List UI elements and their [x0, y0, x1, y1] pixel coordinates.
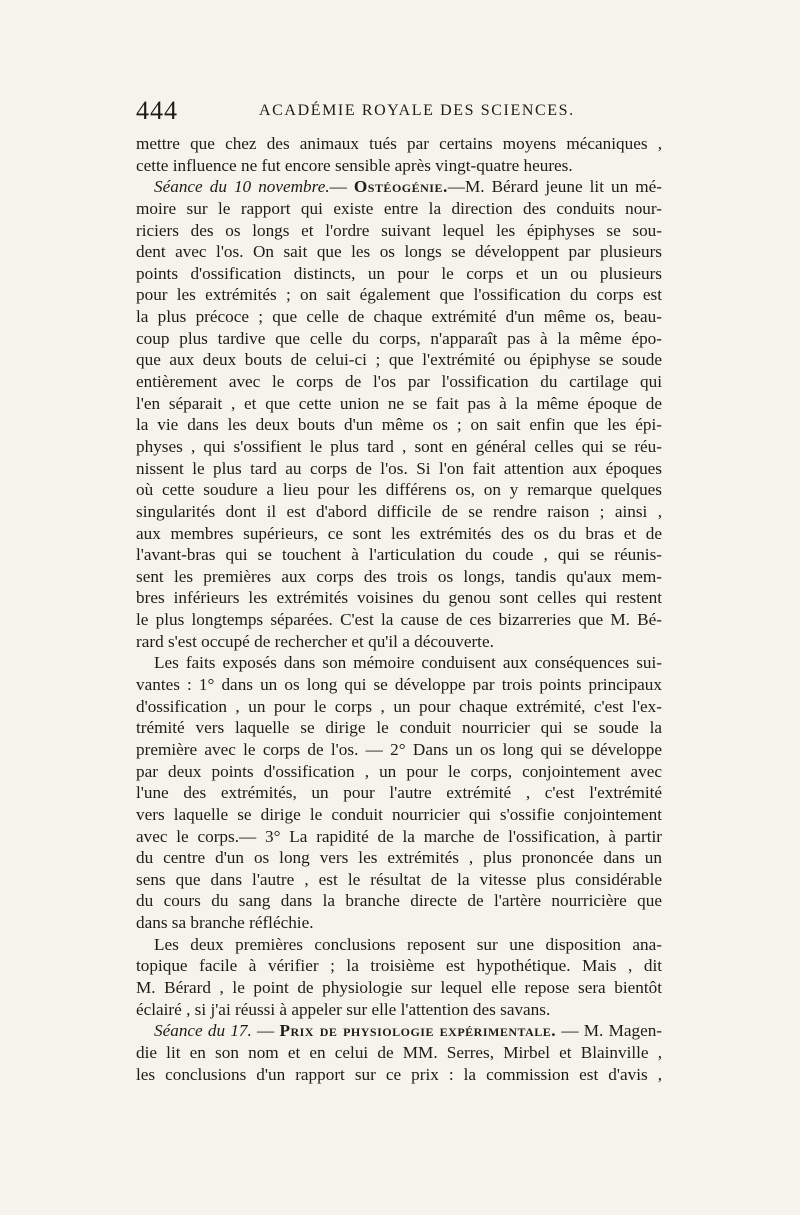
line-text: coup plus tardive que celle du corps, n'apparaît pas à la même épo-	[136, 328, 662, 348]
text-line	[136, 696, 662, 718]
line-text: éclairé , si j'ai réussi à appeler sur elle l'attention des savans.	[136, 999, 551, 1019]
line-text: trémité vers laquelle se dirige le conduit nourricier qui se soude la	[136, 718, 662, 738]
text-line	[136, 631, 662, 653]
section-heading: Ostéogénie.	[353, 177, 448, 197]
text-line	[136, 523, 662, 545]
line-text: l'en séparait , et que cette union ne se fait pas à la même époque de	[136, 393, 662, 413]
line-text: riciers des os longs et l'ordre suivant lequel les épiphyses se sou-	[136, 220, 662, 240]
text-line	[136, 890, 662, 912]
text-line	[136, 501, 662, 523]
text-line	[136, 458, 662, 480]
text-line	[136, 761, 662, 783]
line-text: vantes : 1° dans un os long qui se développe par trois points principaux	[136, 675, 662, 695]
line-text: bres inférieurs les extrémités voisines du genou sont celles qui restent	[136, 588, 662, 608]
text-line	[136, 912, 662, 934]
line-text: la plus précoce ; que celle de chaque extrémité d'un même os, beau-	[136, 307, 662, 327]
text-line	[136, 869, 662, 891]
line-text: —	[329, 177, 354, 197]
text-line	[136, 674, 662, 696]
line-text: par deux points d'ossification , un pour le corps, conjointement avec	[136, 761, 662, 781]
line-text: M. Bérard , le point de physiologie sur lequel elle repose sera bientôt	[136, 977, 662, 997]
line-text: moire sur le rapport qui existe entre la direction des conduits nour-	[136, 198, 662, 218]
line-text: —	[251, 1021, 280, 1041]
line-text: entièrement avec le corps de l'os par l'ossification du cartilage qui	[136, 372, 662, 392]
text-line	[136, 652, 662, 674]
line-text: le plus longtemps séparées. C'est la cause de ces bizarreries que M. Bé-	[136, 610, 662, 630]
page-number: 444	[136, 96, 178, 125]
line-text: die lit en son nom et en celui de MM. Serres, Mirbel et Blainville ,	[136, 1042, 662, 1062]
line-text: l'avant-bras qui se touchent à l'articulation du coude , qui se réunis-	[136, 545, 662, 565]
line-text: la vie dans les deux bouts d'un même os ; on sait enfin que les épi-	[136, 415, 662, 435]
line-text: d'ossification , un pour le corps , un pour chaque extrémité, c'est l'ex-	[136, 696, 662, 716]
text-line	[136, 566, 662, 588]
text-line	[136, 587, 662, 609]
text-line	[136, 609, 662, 631]
line-text: cette influence ne fut encore sensible après vingt-quatre heures.	[136, 155, 573, 175]
text-line	[136, 284, 662, 306]
line-text: du cours du sang dans la branche directe de l'artère nourricière que	[136, 891, 662, 911]
line-text: vers laquelle se dirige le conduit nourricier qui s'ossifie conjointement	[136, 804, 662, 824]
text-line	[136, 955, 662, 977]
text-line	[136, 739, 662, 761]
text-line	[136, 1020, 662, 1042]
text-line	[136, 934, 662, 956]
line-text: où cette soudure a lieu pour les différens os, on y remarque quelques	[136, 480, 662, 500]
text-line	[136, 999, 662, 1021]
section-heading: Prix de physiologie expérimentale.	[279, 1021, 557, 1041]
line-text: l'une des extrémités, un pour l'autre extrémité , c'est l'extrémité	[136, 783, 662, 803]
line-text: —M. Bérard jeune lit un mé-	[447, 177, 662, 197]
line-text: aux membres supérieurs, ce sont les extrémités des os du bras et de	[136, 523, 662, 543]
line-text: — M. Magen-	[556, 1021, 662, 1041]
running-head: ACADÉMIE ROYALE DES SCIENCES.	[259, 102, 575, 119]
line-text: topique facile à vérifier ; la troisième est hypothétique. Mais , dit	[136, 956, 662, 976]
text-line	[136, 977, 662, 999]
line-text: physes , qui s'ossifient le plus tard , sont en général celles qui se réu-	[136, 436, 662, 456]
line-text: sent les premières aux corps des trois os longs, tandis qu'aux mem-	[136, 566, 662, 586]
text-line	[136, 349, 662, 371]
line-text: sens que dans l'autre , est le résultat de la vitesse plus considérable	[136, 869, 662, 889]
line-text: les conclusions d'un rapport sur ce prix : la commission est d'avis ,	[136, 1064, 662, 1084]
line-text: singularités dont il est d'abord difficile de se rendre raison ; ainsi ,	[136, 501, 662, 521]
line-text: Les faits exposés dans son mémoire conduisent aux conséquences sui-	[154, 653, 662, 673]
line-text: dent avec l'os. On sait que les os longs se développent par plusieurs	[136, 242, 662, 262]
text-line	[136, 263, 662, 285]
line-text: que aux deux bouts de celui-ci ; que l'extrémité ou épiphyse se soude	[136, 350, 662, 370]
line-text: nissent le plus tard au corps de l'os. Si l'on fait attention aux époques	[136, 458, 662, 478]
text-line	[136, 479, 662, 501]
text-line	[136, 133, 662, 155]
text-line	[136, 371, 662, 393]
line-text: du centre d'un os long vers les extrémités , plus prononcée dans un	[136, 848, 662, 868]
line-text: mettre que chez des animaux tués par certains moyens mécaniques ,	[136, 134, 662, 153]
body-text	[136, 133, 662, 1085]
text-line	[136, 198, 662, 220]
text-line	[136, 328, 662, 350]
text-line	[136, 544, 662, 566]
line-text: dans sa branche réfléchie.	[136, 913, 314, 933]
text-line	[136, 155, 662, 177]
text-line	[136, 241, 662, 263]
line-text: points d'ossification distincts, un pour le corps et un ou plusieurs	[136, 263, 662, 283]
line-text: Les deux premières conclusions reposent sur une disposition ana-	[154, 934, 662, 954]
text-line	[136, 436, 662, 458]
text-line	[136, 306, 662, 328]
text-line	[136, 220, 662, 242]
line-text: pour les extrémités ; on sait également que l'ossification du corps est	[136, 285, 662, 305]
text-line	[136, 1042, 662, 1064]
text-line	[136, 176, 662, 198]
text-line	[136, 847, 662, 869]
line-text: première avec le corps de l'os. — 2° Dans un os long qui se développe	[136, 739, 662, 759]
text-line	[136, 782, 662, 804]
line-text: avec le corps.— 3° La rapidité de la marche de l'ossification, à partir	[136, 826, 662, 846]
text-line	[136, 717, 662, 739]
line-text: rard s'est occupé de rechercher et qu'il a découverte.	[136, 631, 494, 651]
text-line	[136, 414, 662, 436]
session-date: Séance du 10 novembre.	[154, 177, 330, 197]
text-line	[136, 393, 662, 415]
text-line	[136, 1064, 662, 1086]
page-header	[136, 96, 666, 126]
session-date: Séance du 17.	[154, 1021, 252, 1041]
text-line	[136, 826, 662, 848]
text-line	[136, 804, 662, 826]
